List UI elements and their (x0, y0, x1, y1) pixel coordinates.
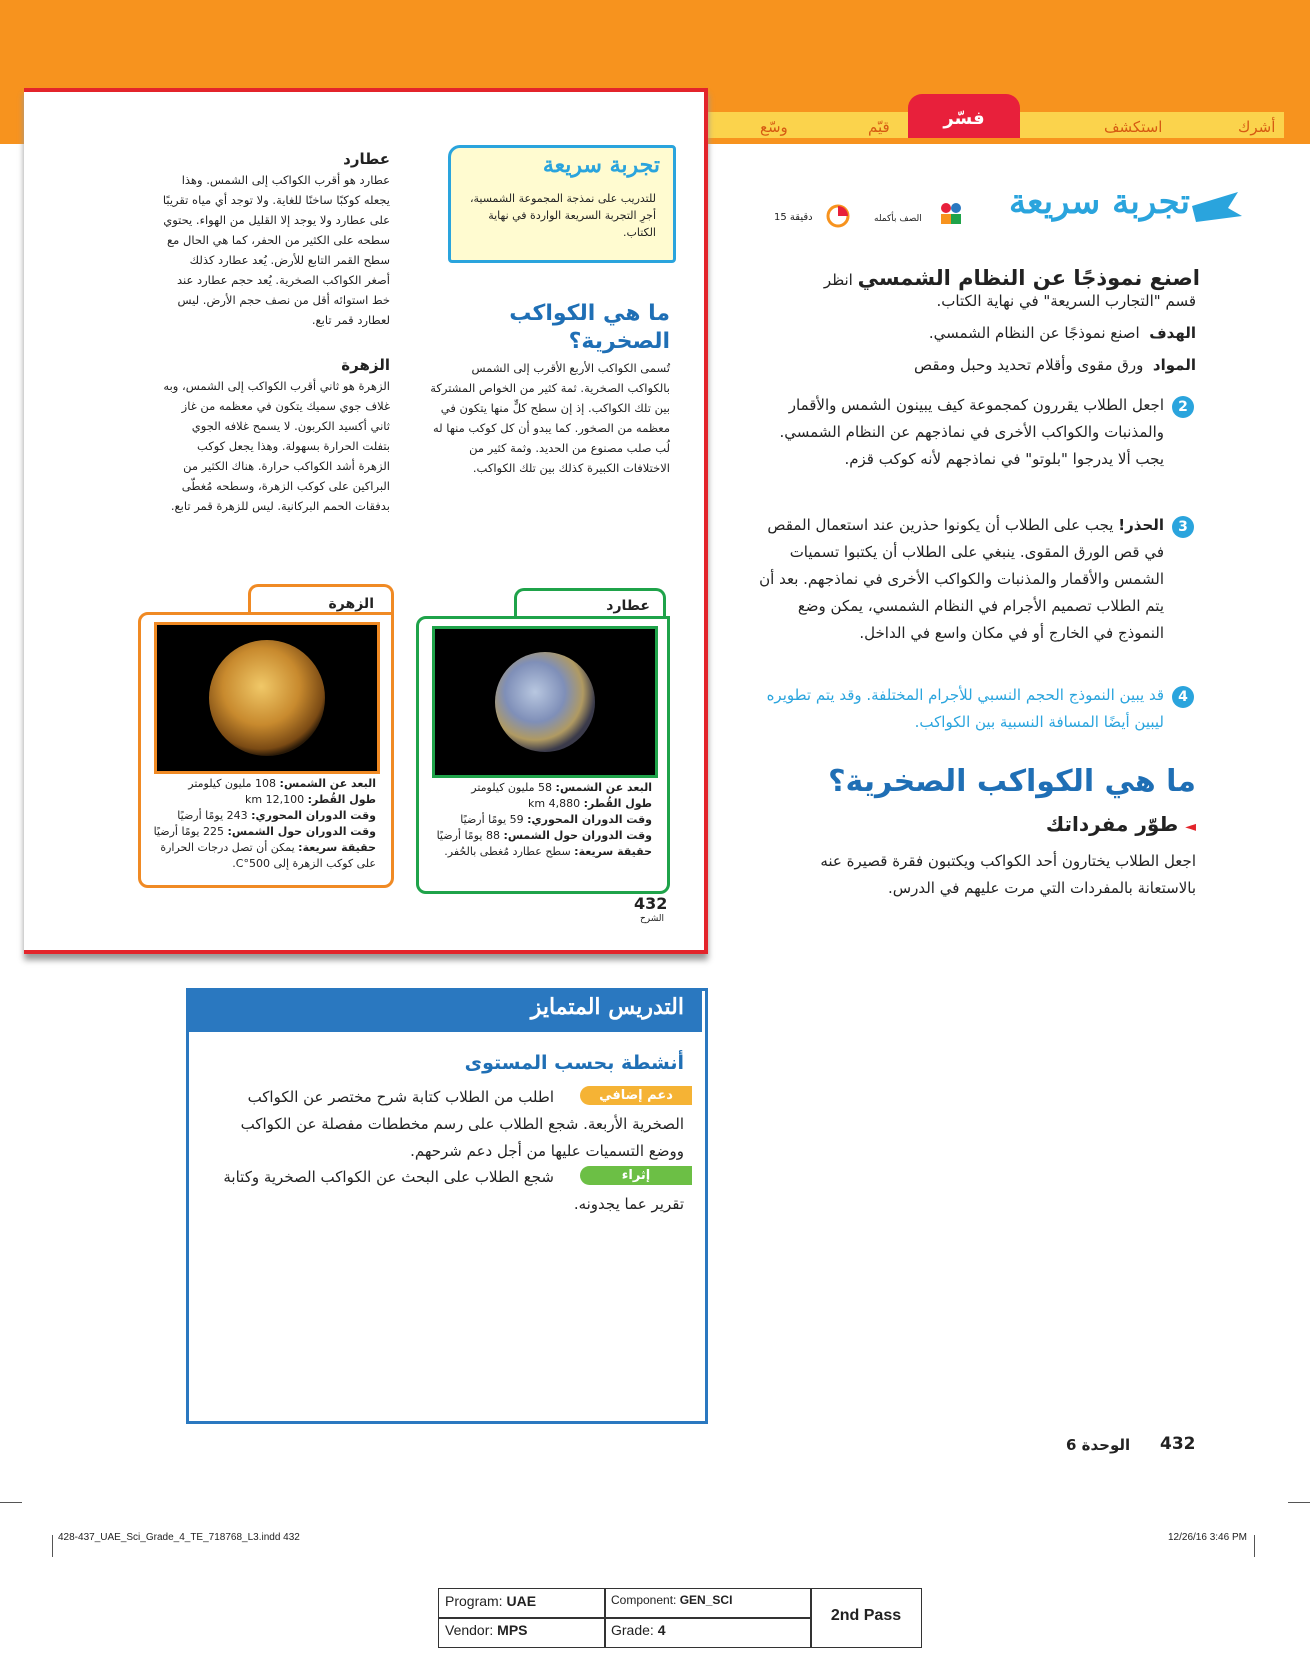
mini-lab-title: تجربة سريعة (542, 152, 660, 178)
clock-icon (826, 204, 850, 228)
mercury-facts (432, 780, 652, 860)
student-section-title: ما هي الكواكب الصخرية؟ (509, 301, 670, 354)
materials-label: المواد (1152, 356, 1196, 374)
goal-text: اصنع نموذجًا عن النظام الشمسي. (928, 324, 1140, 342)
grade-cell: Grade: 4 (604, 1617, 812, 1648)
vendor-cell: Vendor: MPS (438, 1617, 606, 1648)
materials-text: ورق مقوى وأقلام تحديد وحبل ومقص (914, 356, 1144, 374)
program-cell: Program: UAE (438, 1588, 606, 1619)
tab-explain-label: فسّر (943, 108, 985, 129)
venus-facts (150, 776, 376, 872)
mercury-fact-distance: البعد عن الشمس: 58 مليون كيلومتر (471, 781, 652, 794)
tab-explain[interactable] (908, 94, 1020, 138)
vocab-text: اجعل الطلاب يختارون أحد الكواكب ويكتبون فقرة قصيرة عنه بالاستعانة بالمفردات التي مرت عليهم في الدرس. (820, 852, 1196, 897)
mercury-fact-diameter: طول القُطر: 4,880 km (528, 797, 652, 810)
vocab-heading-line (900, 812, 1196, 836)
differentiated-header: التدريس المتمايز (530, 994, 684, 1020)
venus-card-title: الزهرة (328, 596, 374, 612)
goal-label: الهدف (1149, 324, 1196, 342)
venus-planet-svg (157, 625, 377, 771)
mercury-text: عطارد هو أقرب الكواكب إلى الشمس. وهذا يجعله كوكبًا ساخنًا للغاية. ولا توجد أي مياه تقريبًا على عطارد ولا يوجد إلا القليل من الهواء. يحتوي سطحه على الكثير من الحفر، كما هي الحال مع سطح القمر التابع للأرض. يُعد عطارد كذلك أصغر الكواكب الصخرية. يُعد حجم عطارد عند خط استوائه أقل من نصف حجم الأرض. ليس لعطارد قمر تابع. (162, 173, 390, 327)
goal-line (760, 320, 1196, 347)
time-label: 15 دقيقة (774, 212, 813, 223)
quick-lab-logo (1188, 186, 1244, 230)
pass-cell: 2nd Pass (810, 1588, 922, 1648)
venus-fact-distance: البعد عن الشمس: 108 مليون كيلومتر (188, 777, 376, 790)
step-2-number: 2 (1172, 396, 1194, 418)
student-page-sub: الشرح (640, 914, 665, 924)
tab-evaluate[interactable]: قيّم (868, 118, 890, 136)
quick-lab-title: تجربة سريعة (1008, 182, 1190, 222)
class-label: الصف بأكمله (874, 214, 922, 224)
quick-lab-heading: اصنع نموذجًا عن النظام الشمسي (857, 266, 1200, 290)
component-cell: Component: GEN_SCI (604, 1588, 812, 1619)
class-icon (938, 200, 964, 230)
venus-fact-revolution: وقت الدوران حول الشمس: 225 يومًا أرضيًا (153, 825, 376, 838)
unit-label: الوحدة 6 (1066, 1436, 1131, 1454)
slug-file: 428-437_UAE_Sci_Grade_4_TE_718768_L3.indd 432 (58, 1532, 300, 1543)
differentiated-subtitle: أنشطة بحسب المستوى (464, 1052, 684, 1074)
step-2-text: اجعل الطلاب يقررون كمجموعة كيف يبينون الشمس والأقمار والمذنبات والكواكب الأخرى في نماذجهم عن النظام الشمسي. يجب ألا يدرجوا "بلوتو" في نماذجهم لأنه كوكب قزم. (779, 396, 1164, 468)
materials-line (760, 352, 1196, 379)
tab-elaborate[interactable]: وسّع (760, 118, 788, 136)
mini-lab-text: للتدريب على نمذجة المجموعة الشمسية، أجرِ التجربة السريعة الواردة في نهاية الكتاب. (469, 192, 656, 239)
step-3-block (754, 512, 1164, 647)
step-4-number: 4 (1172, 686, 1194, 708)
venus-image (154, 622, 380, 774)
step-4-text: قد يبين النموذج الحجم النسبي للأجرام المختلفة. وقد يتم تطويره ليبين أيضًا المسافة النسبية بين الكواكب. (766, 686, 1164, 731)
mercury-heading: عطارد (343, 150, 390, 168)
mercury-fact-quick: حقيقة سريعة: سطح عطارد مُغطى بالحُفر. (444, 845, 652, 858)
tab-engage[interactable]: أشرك (1238, 118, 1276, 136)
timer-icon (826, 204, 850, 232)
tab-explore[interactable]: استكشف (1104, 118, 1163, 136)
mercury-image (432, 626, 658, 778)
student-section-text: تُسمى الكواكب الأربع الأقرب إلى الشمس بالكواكب الصخرية. ثمة كثير من الخواص المشتركة بين تلك الكواكب. إذ إن سطح كلٍّ منها يتكون في معظمه من الصخور. كما يبدو أن كل كوكب منها له لُب صلب مصنوع من الحديد. وثمة كثير من الاختلافات الكبيرة كذلك بين تلك الكواكب. (430, 361, 670, 475)
step-3-text: يجب على الطلاب أن يكونوا حذرين عند استعمال المقص في قص الورق المقوى. ينبغي على الطلاب أن يكتبوا تسميات الشمس والأقمار والمذنبات والكواكب الأخرى في نماذجهم. بعد أن يتم الطلاب تصميم الأجرام في النظام الشمسي، يمكن وضع النموذج في الخارج أو في مكان واسع في الداخل. (759, 516, 1164, 642)
step-3-number: 3 (1172, 516, 1194, 538)
whole-class-icon (938, 200, 964, 226)
crop-mark (1288, 1502, 1310, 1503)
mercury-planet-svg (435, 629, 655, 775)
quick-lab-heading-line (780, 266, 1200, 290)
venus-text: الزهرة هو ثاني أقرب الكواكب إلى الشمس، وبه غلاف جوي سميك يتكون في معظمه من غاز ثاني أكسيد الكربون. لا يسمح غلافه الجوي بتفلت الحرارة بسهولة. وهذا يجعل كوكب الزهرة أشد الكواكب حرارة. هناك الكثير من البراكين على كوكب الزهرة، وسطحه مُغطّى بدفقات الحمم البركانية. ليس للزهرة قمر تابع. (163, 379, 390, 513)
mercury-card-title: عطارد (606, 598, 650, 614)
quick-lab-swoosh-icon (1188, 186, 1244, 226)
vocab-title: طوّر مفرداتك (1045, 812, 1179, 836)
venus-fact-rotation: وقت الدوران المحوري: 243 يومًا أرضيًا (177, 809, 376, 822)
venus-fact-diameter: طول القُطر: 12,100 km (245, 793, 376, 806)
mercury-fact-revolution: وقت الدوران حول الشمس: 88 يومًا أرضيًا (436, 829, 652, 842)
crop-mark (1254, 1535, 1255, 1557)
crop-mark (52, 1535, 53, 1557)
tag-extra-support: دعم إضافي (580, 1086, 692, 1105)
venus-fact-quick: حقيقة سريعة: يمكن أن تصل درجات الحرارة على كوكب الزهرة إلى 500°C. (160, 841, 376, 870)
venus-heading: الزهرة (341, 356, 390, 374)
student-page-number: 432 (634, 894, 668, 913)
crop-mark (0, 1502, 22, 1503)
slug-date: 12/26/16 3:46 PM (1168, 1532, 1247, 1543)
quick-lab-see: انظر (823, 271, 853, 289)
tag-enrichment: إثراء (580, 1166, 692, 1185)
vocab-arrow-icon: ◄ (1185, 819, 1196, 835)
section-title: ما هي الكواكب الصخرية؟ (828, 764, 1196, 799)
page-number: 432 (1160, 1434, 1196, 1454)
mercury-fact-rotation: وقت الدوران المحوري: 59 يومًا أرضيًا (460, 813, 652, 826)
extra-support-text: اطلب من الطلاب كتابة شرح مختصر عن الكواكب الصخرية الأربعة. شجع الطلاب على رسم مخططات مفصلة عن الكواكب ووضع التسميات عليها من أجل دعم شرحهم. (240, 1088, 684, 1160)
quick-lab-see-rest: قسم "التجارب السريعة" في نهاية الكتاب. (936, 292, 1196, 310)
step-3-caution: الحذر! (1118, 516, 1164, 534)
enrichment-text: شجع الطلاب على البحث عن الكواكب الصخرية وكتابة تقرير عما يجدونه. (223, 1168, 684, 1213)
